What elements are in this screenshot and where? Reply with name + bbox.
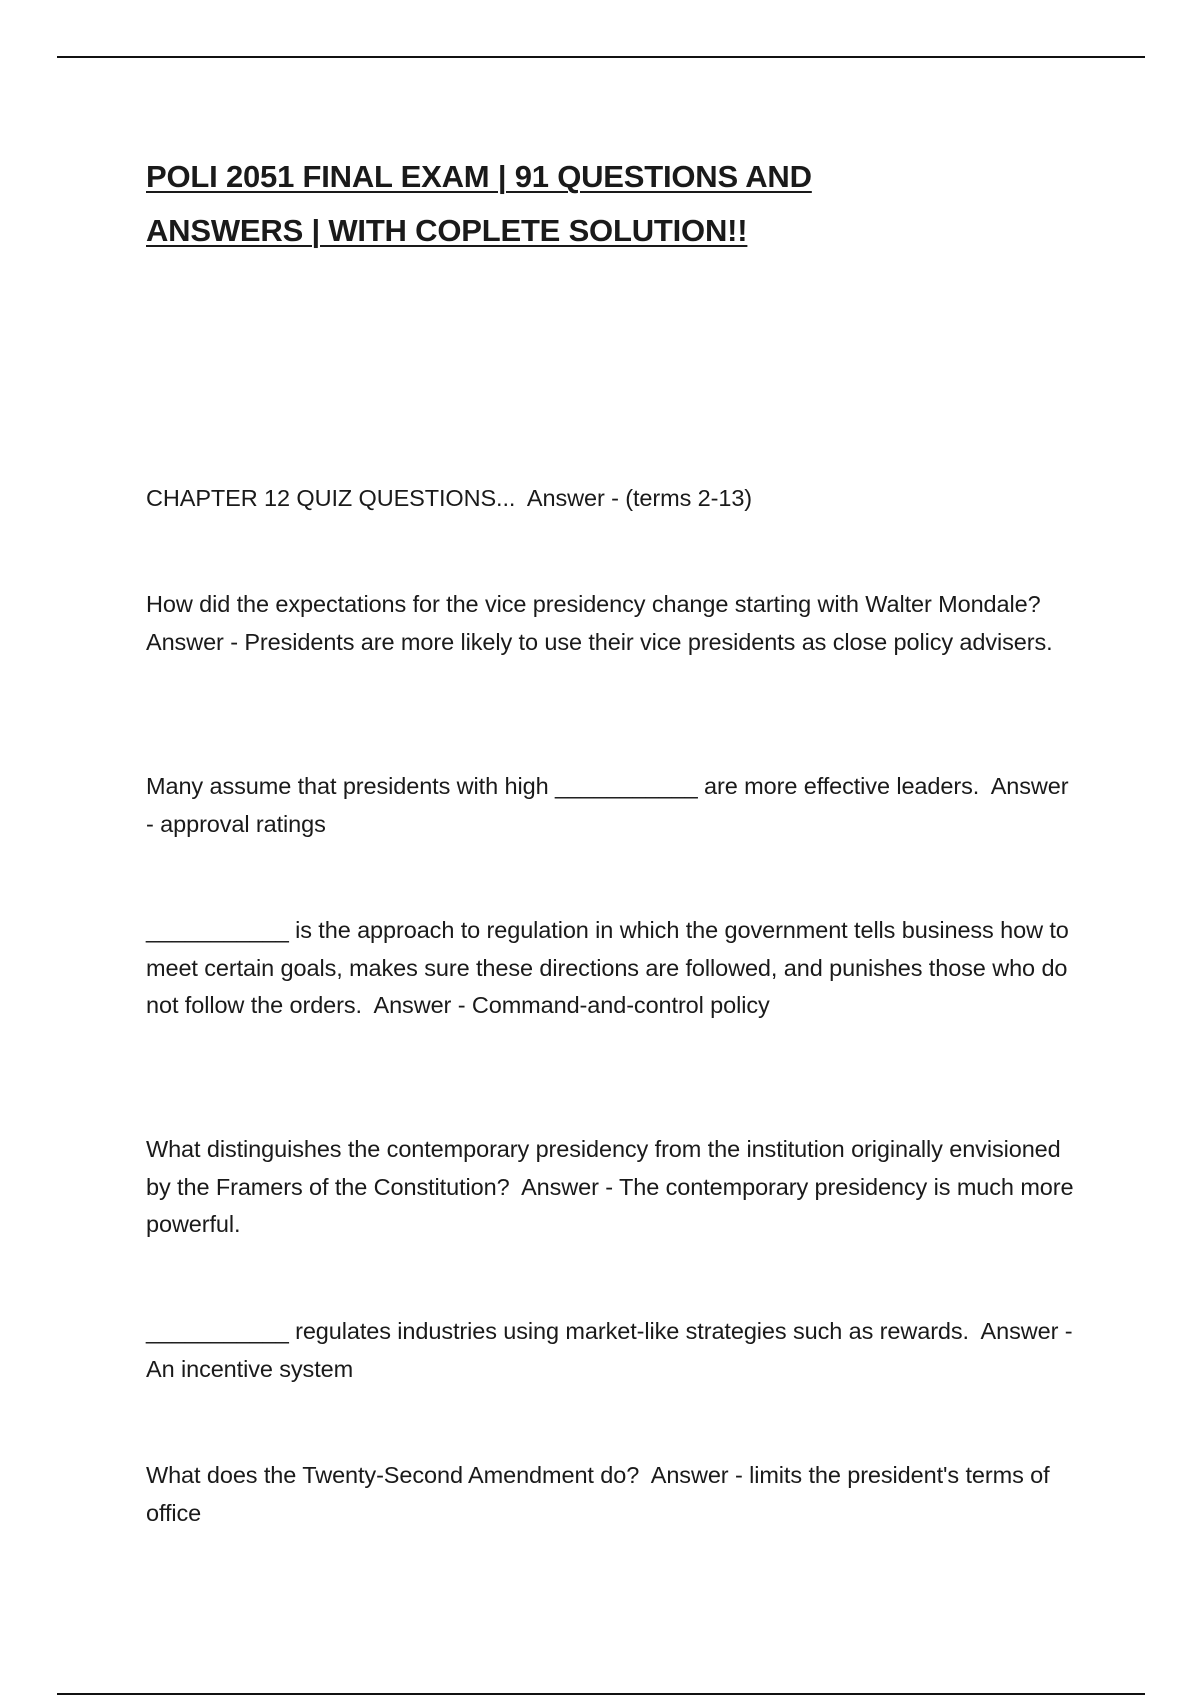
answer-text: Answer - Presidents are more likely to use their vice presidents as close policy advisers. [146, 628, 1053, 655]
qa-item-3 [146, 768, 1076, 843]
answer-text: Answer - An incentive system [146, 1318, 1078, 1382]
question-text: ___________ regulates industries using market-like strategies such as rewards. [146, 1318, 981, 1344]
question-text: ___________ is the approach to regulation in which the government tells business how to meet certain goals, makes sure these directions are followed, and punishes those who do not follow the orders. [146, 917, 1076, 1018]
qa-item-4 [146, 912, 1076, 1025]
document-title [146, 150, 1046, 258]
answer-text: Answer - approval ratings [146, 773, 1075, 837]
answer-text: Answer - The contemporary presidency is much more powerful. [146, 1173, 1080, 1237]
question-text: What distinguishes the contemporary presidency from the institution originally envisioned by the Framers of the Constitution? [146, 1136, 1068, 1200]
answer-text: Answer - limits the president's terms of office [146, 1462, 1056, 1526]
question-text: CHAPTER 12 QUIZ QUESTIONS... [146, 485, 527, 511]
qa-item-6 [146, 1313, 1076, 1388]
answer-text: Answer - (terms 2-13) [526, 485, 753, 511]
question-text: Many assume that presidents with high ___________ are more effective leaders. [146, 773, 991, 799]
qa-item-1 [146, 480, 1076, 518]
qa-item-7 [146, 1457, 1076, 1532]
qa-item-2 [146, 586, 1076, 661]
answer-text: Answer - Command-and-control policy [373, 992, 770, 1018]
footer-rule [57, 1693, 1145, 1695]
qa-item-5 [146, 1131, 1080, 1244]
question-text: What does the Twenty-Second Amendment do? [146, 1462, 651, 1488]
question-text: How did the expectations for the vice presidency change starting with Walter Mondale? [146, 591, 1053, 617]
header-rule [57, 56, 1145, 58]
title-line-1: POLI 2051 FINAL EXAM | 91 QUESTIONS AND [146, 159, 812, 194]
title-line-2: ANSWERS | WITH COPLETE SOLUTION!! [146, 213, 748, 248]
